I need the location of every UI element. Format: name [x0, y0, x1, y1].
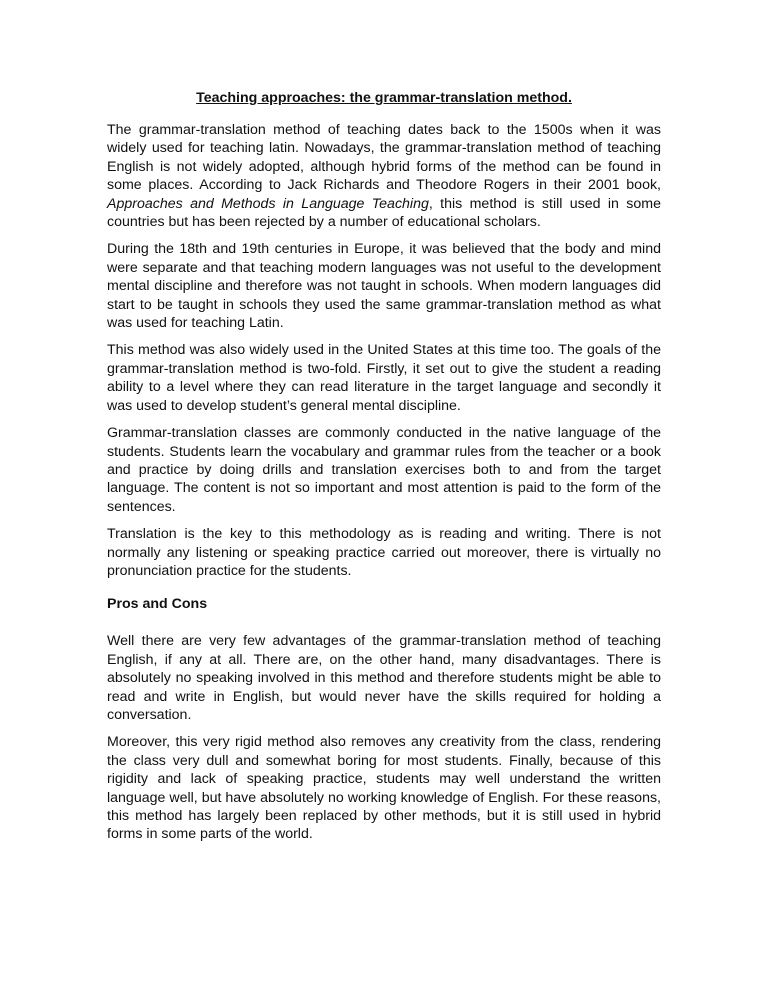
paragraph-translation: Translation is the key to this methodology as is reading and writing. There is not normally any listening or speaking practice carried out moreover, there is virtually no pronunciation practice for the students. [107, 526, 661, 579]
paragraph-18th-19th-centuries: During the 18th and 19th centuries in Europe, it was believed that the body and mind were separate and that teaching modern languages was not useful to the development mental discipline and therefore was not taught in schools. When modern languages did start to be taught in schools they used the same grammar-translation method as what was used for teaching Latin. [107, 241, 661, 332]
paragraph-rigidity: Moreover, this very rigid method also removes any creativity from the class, rendering the class very dull and somewhat boring for most students. Finally, because of this rigidity and lack of speaking practice, students may well understand the written language well, but have absolutely no working knowledge of English. For these reasons, this method has largely been replaced by other methods, but it is still used in hybrid forms in some parts of the world. [107, 734, 661, 843]
book-title: Approaches and Methods in Language Teaching [107, 195, 429, 212]
section-heading-pros-cons: Pros and Cons [107, 596, 208, 613]
paragraph-classes: Grammar-translation classes are commonly conducted in the native language of the students. Students learn the vocabulary and grammar rules from the teacher or a book and practice by doing drills and translation exercises both to and from the target language. The content is not so important and most attention is paid to the form of the sentences. [107, 425, 661, 515]
paragraph-united-states: This method was also widely used in the United States at this time too. The goals of the grammar-translation method is two-fold. Firstly, it set out to give the student a reading ability to a level where they can read literature in the target language and secondly it was used to develop student’s general mental discipline. [107, 342, 661, 414]
paragraph-history-text-start: The grammar-translation method of teaching dates back to the 1500s when it was widely used for teaching latin. Nowadays, the grammar-translation method of teaching English is not widely adopted, although hybrid forms of the method can be found in some places. According to Jack Richards and Theodore Rogers in their 2001 book, [107, 122, 661, 194]
paragraph-advantages: Well there are very few advantages of the grammar-translation method of teaching English, if any at all. There are, on the other hand, many disadvantages. There is absolutely no speaking involved in this method and therefore students might be able to read and write in English, but would never have the skills required for holding a conversation. [107, 633, 661, 723]
paragraph-history-text-end: , this method is still used in some countries but has been rejected by a number of educational scholars. [107, 195, 661, 231]
paragraph-history [107, 121, 661, 231]
document-title: Teaching approaches: the grammar-translation method. [196, 90, 572, 106]
document-page [107, 0, 661, 844]
